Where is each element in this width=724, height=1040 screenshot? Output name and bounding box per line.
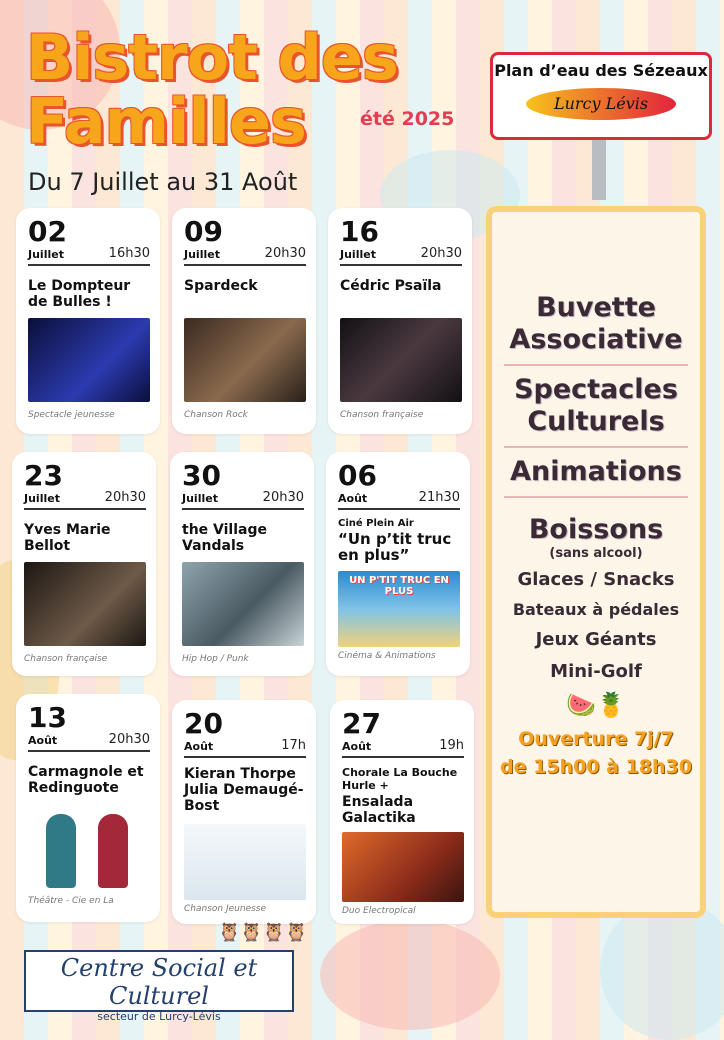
owl-icon: 🦉🦉🦉🦉 [218, 922, 308, 943]
event-card [16, 694, 160, 922]
event-day: 06 [338, 459, 377, 492]
buvette-line-2: Associative [509, 324, 683, 355]
event-time: 20h30 [108, 732, 150, 747]
event-genre: Théâtre - Cie en La [28, 896, 114, 906]
poster-title: UN P'TIT TRUC EN PLUS [349, 575, 449, 597]
event-month: Juillet [182, 492, 218, 505]
event-day: 20 [184, 707, 223, 740]
animations-label: Animations [510, 456, 682, 487]
event-artist: Carmagnole et Redinguote [28, 764, 144, 796]
boissons-note: (sans alcool) [549, 546, 643, 561]
venue-name: Plan d’eau des Sézeaux [494, 61, 708, 80]
glaces-label: Glaces / Snacks [517, 569, 675, 590]
event-photo [184, 824, 306, 900]
event-photo [28, 804, 150, 888]
fruit-icon: 🍉🍍 [566, 691, 626, 719]
event-photo [338, 571, 460, 647]
event-photo [24, 562, 146, 646]
event-artist: the Village Vandals [182, 522, 267, 554]
event-card [326, 452, 470, 676]
event-card [12, 452, 156, 676]
divider [504, 496, 688, 498]
event-artist: Kieran Thorpe Julia Demaugé-Bost [184, 766, 304, 814]
opening-hours: de 15h00 à 18h30 [500, 756, 692, 778]
event-artist: Cédric Psaïla [340, 278, 442, 294]
event-day: 23 [24, 459, 63, 492]
event-month: Juillet [28, 248, 64, 261]
town-logo [526, 88, 676, 120]
boissons-label: Boissons [528, 514, 664, 545]
event-card [328, 208, 472, 434]
event-card [172, 700, 316, 924]
event-time: 20h30 [420, 246, 462, 261]
event-time: 21h30 [418, 490, 460, 505]
date-range: Du 7 Juillet au 31 Août [28, 168, 298, 196]
decor-shape [320, 920, 500, 1030]
event-subtitle: Ciné Plein Air [338, 518, 414, 529]
event-artist: Ensalada Galactika [342, 794, 416, 826]
event-genre: Spectacle jeunesse [28, 410, 115, 420]
event-time: 17h [281, 738, 306, 753]
event-card [172, 208, 316, 434]
poster-title [26, 21, 456, 158]
venue-sign [490, 52, 712, 140]
divider [504, 446, 688, 448]
event-month: Août [184, 740, 214, 753]
bateaux-label: Bateaux à pédales [512, 600, 680, 619]
event-day: 13 [28, 701, 67, 734]
event-day: 16 [340, 215, 379, 248]
event-time: 20h30 [104, 490, 146, 505]
event-photo [184, 318, 306, 402]
event-genre: Chanson Jeunesse [184, 904, 267, 914]
divider [504, 364, 688, 366]
event-time: 19h [439, 738, 464, 753]
opening-days: Ouverture 7j/7 [518, 728, 674, 750]
event-month: Juillet [340, 248, 376, 261]
performer-figure [98, 814, 128, 888]
performer-figure [46, 814, 76, 888]
info-panel [486, 206, 706, 918]
event-photo [340, 318, 462, 402]
event-month: Août [28, 734, 58, 747]
event-artist: Le Dompteur de Bulles ! [28, 278, 131, 310]
event-subtitle: Chorale La Bouche Hurle + [342, 766, 458, 792]
spectacles-line-2: Culturels [527, 406, 665, 437]
town-name: Lurcy Lévis [553, 94, 649, 113]
event-card [170, 452, 314, 676]
event-day: 27 [342, 707, 381, 740]
jeux-label: Jeux Géants [535, 629, 657, 650]
golf-label: Mini-Golf [550, 661, 642, 682]
event-time: 20h30 [264, 246, 306, 261]
event-photo [28, 318, 150, 402]
event-photo [182, 562, 304, 646]
event-genre: Chanson française [340, 410, 424, 420]
title-line-1: Bistrot des [26, 21, 398, 94]
buvette-line-1: Buvette [536, 292, 656, 323]
organizer-sector: secteur de Lurcy-Lévis [97, 1010, 221, 1023]
spectacles-line-1: Spectacles [514, 374, 678, 405]
event-month: Août [338, 492, 368, 505]
event-day: 09 [184, 215, 223, 248]
event-genre: Hip Hop / Punk [182, 654, 249, 664]
event-month: Août [342, 740, 372, 753]
event-day: 02 [28, 215, 67, 248]
event-photo [342, 832, 464, 902]
event-day: 30 [182, 459, 221, 492]
organizer-logo [24, 950, 294, 1023]
event-card [16, 208, 160, 434]
season-label: été 2025 [360, 108, 455, 130]
event-genre: Cinéma & Animations [338, 651, 436, 661]
event-month: Juillet [24, 492, 60, 505]
sign-post [592, 140, 606, 200]
title-line-2: Familles [26, 85, 306, 158]
event-genre: Chanson Rock [184, 410, 248, 420]
event-artist: Spardeck [184, 278, 258, 294]
event-card [330, 700, 474, 924]
organizer-name: Centre Social et Culturel [60, 954, 258, 1010]
event-month: Juillet [184, 248, 220, 261]
decor-shape [600, 900, 724, 1040]
event-genre: Duo Electropical [342, 906, 416, 916]
event-time: 16h30 [108, 246, 150, 261]
event-artist: “Un p’tit truc en plus” [338, 530, 452, 564]
event-genre: Chanson française [24, 654, 108, 664]
event-artist: Yves Marie Bellot [24, 522, 111, 554]
event-time: 20h30 [262, 490, 304, 505]
